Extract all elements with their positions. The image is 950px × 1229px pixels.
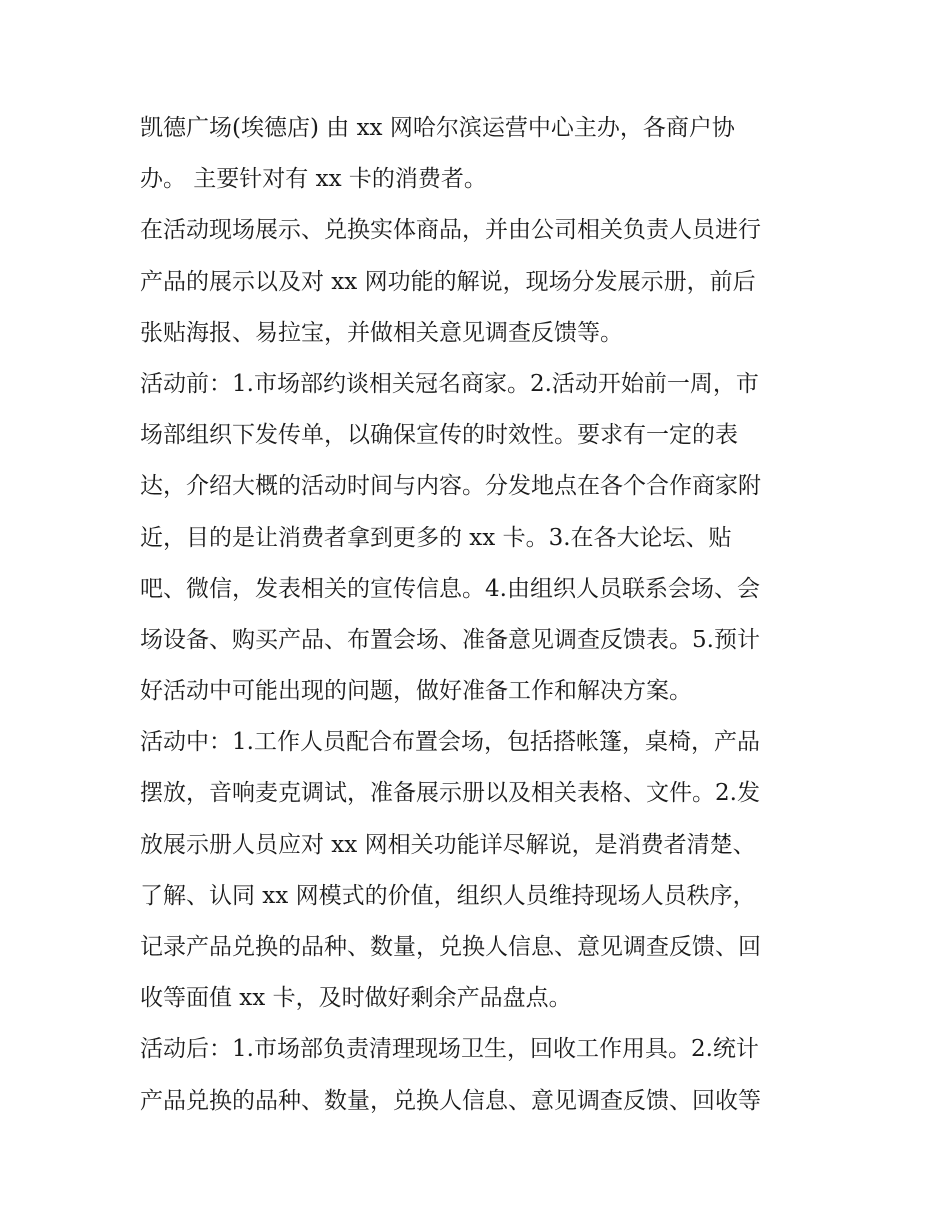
text-line-6: 活动前：1.市场部约谈相关冠名商家。2.活动开始前一周，市 [140, 370, 759, 397]
text-line-19: 活动后：1.市场部负责清理现场卫生，回收工作用具。2.统计 [140, 1036, 759, 1063]
text-line-17: 记录产品兑换的品种、数量，兑换人信息、意见调查反馈、回 [140, 934, 761, 960]
text-line-7: 场部组织下发传单，以确保宣传的时效性。要求有一定的表 [140, 422, 738, 449]
text-line-14: 摆放，音响麦克调试，准备展示册以及相关表格、文件。2.发 [140, 780, 760, 807]
text-line-5: 张贴海报、易拉宝，并做相关意见调查反馈等。 [140, 319, 623, 346]
text-line-12: 好活动中可能出现的问题，做好准备工作和解决方案。 [140, 678, 692, 705]
text-line-8: 达，介绍大概的活动时间与内容。分发地点在各个合作商家附 [140, 473, 761, 500]
text-line-11: 场设备、购买产品、布置会场、准备意见调查反馈表。5.预计 [140, 626, 760, 653]
text-line-10: 吧、微信，发表相关的宣传信息。4.由组织人员联系会场、会 [140, 575, 760, 602]
text-line-3: 在活动现场展示、兑换实体商品，并由公司相关负责人员进行 [140, 217, 761, 244]
text-line-16: 了解、认同 xx 网模式的价值，组织人员维持现场人员秩序， [140, 882, 756, 909]
document-body [140, 103, 820, 1127]
text-line-18: 收等面值 xx 卡，及时做好剩余产品盘点。 [140, 985, 572, 1012]
text-line-13: 活动中：1.工作人员配合布置会场，包括搭帐篷，桌椅，产品 [140, 729, 760, 756]
text-line-15: 放展示册人员应对 xx 网相关功能详尽解说，是消费者清楚、 [140, 831, 756, 858]
text-line-9: 近，目的是让消费者拿到更多的 xx 卡。3.在各大论坛、贴 [140, 524, 732, 551]
text-line-20: 产品兑换的品种、数量，兑换人信息、意见调查反馈、回收等 [140, 1087, 761, 1114]
text-line-4: 产品的展示以及对 xx 网功能的解说，现场分发展示册，前后 [140, 268, 756, 295]
text-line-1: 凯德广场(埃德店) 由 xx 网哈尔滨运营中心主办，各商户协 [140, 115, 735, 141]
text-line-2: 办。 主要针对有 xx 卡的消费者。 [140, 166, 487, 193]
